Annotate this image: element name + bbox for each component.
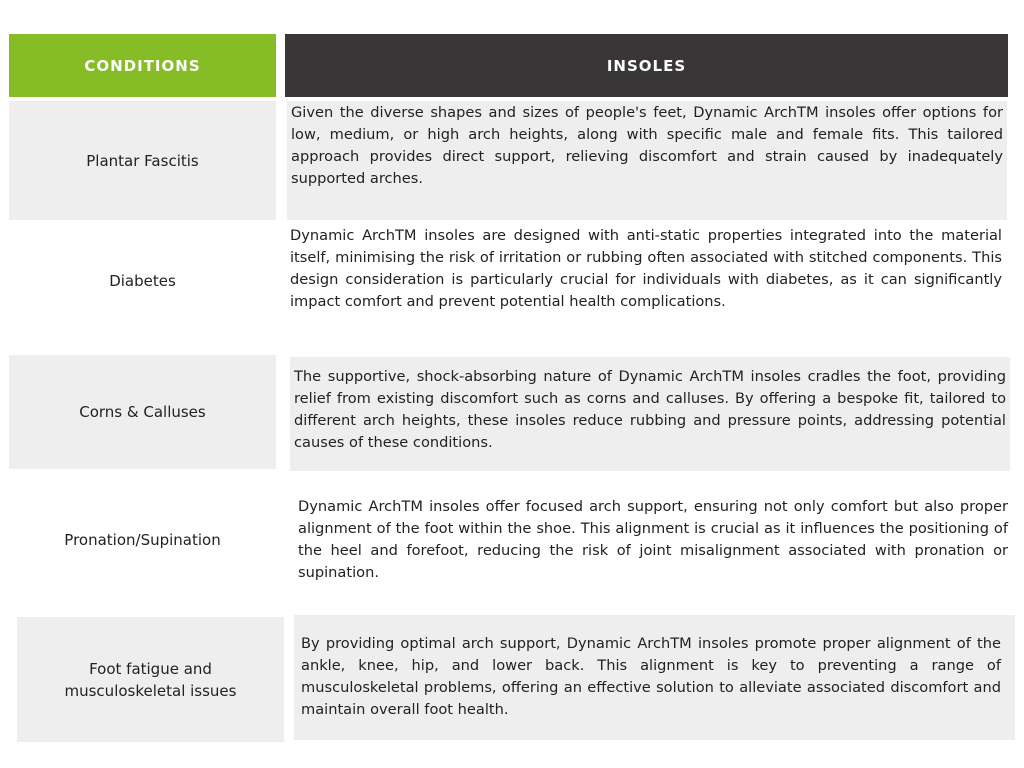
insole-cell-plantar-fascitis bbox=[287, 101, 1007, 220]
conditions-column-header bbox=[9, 34, 276, 97]
insole-cell-pronation-supination bbox=[294, 496, 1012, 588]
condition-cell-plantar-fascitis bbox=[9, 101, 276, 220]
condition-label: Foot fatigue and musculoskeletal issues bbox=[64, 659, 237, 700]
condition-cell-corns-calluses bbox=[9, 355, 276, 469]
condition-label: Pronation/Supination bbox=[64, 531, 221, 549]
insole-description: By providing optimal arch support, Dynamic ArchTM insoles promote proper alignment of the ankle, knee, hip, and lower back. This alignment is key to preventing a range of musculoskeletal problems, offering an effective solution to alleviate associated discomfort and maintain overall foot health. bbox=[301, 635, 1001, 718]
conditions-header-label: CONDITIONS bbox=[84, 56, 201, 75]
insoles-header-label: INSOLES bbox=[606, 56, 687, 75]
insole-cell-foot-fatigue bbox=[294, 615, 1015, 740]
insole-cell-diabetes bbox=[286, 225, 1006, 337]
condition-cell-diabetes bbox=[9, 225, 276, 337]
insole-description: The supportive, shock-absorbing nature of Dynamic ArchTM insoles cradles the foot, providing relief from existing discomfort such as corns and calluses. By offering a bespoke fit, tailored to different arch heights, these insoles reduce rubbing and pressure points, addressing potential causes of these conditions. bbox=[294, 368, 1006, 451]
insole-description: Dynamic ArchTM insoles are designed with anti-static properties integrated into the material itself, minimising the risk of irritation or rubbing often associated with stitched components. This design consideration is particularly crucial for individuals with diabetes, as it can significantly impact comfort and prevent potential health complications. bbox=[290, 227, 1002, 310]
insole-description: Dynamic ArchTM insoles offer focused arch support, ensuring not only comfort but also proper alignment of the foot within the shoe. This alignment is crucial as it influences the positioning of the heel and forefoot, reducing the risk of joint misalignment associated with pronation or supination. bbox=[298, 498, 1008, 581]
insole-cell-corns-calluses bbox=[290, 357, 1010, 471]
insoles-column-header bbox=[285, 34, 1008, 97]
condition-label: Corns & Calluses bbox=[79, 403, 206, 421]
insole-description: Given the diverse shapes and sizes of people's feet, Dynamic ArchTM insoles offer options for low, medium, or high arch heights, along with specific male and female fits. This tailored approach provides direct support, relieving discomfort and strain caused by inadequately supported arches. bbox=[291, 104, 1003, 187]
condition-label: Diabetes bbox=[109, 272, 176, 290]
condition-label: Plantar Fascitis bbox=[86, 151, 199, 170]
condition-cell-pronation-supination bbox=[9, 486, 276, 594]
condition-cell-foot-fatigue bbox=[17, 617, 284, 742]
